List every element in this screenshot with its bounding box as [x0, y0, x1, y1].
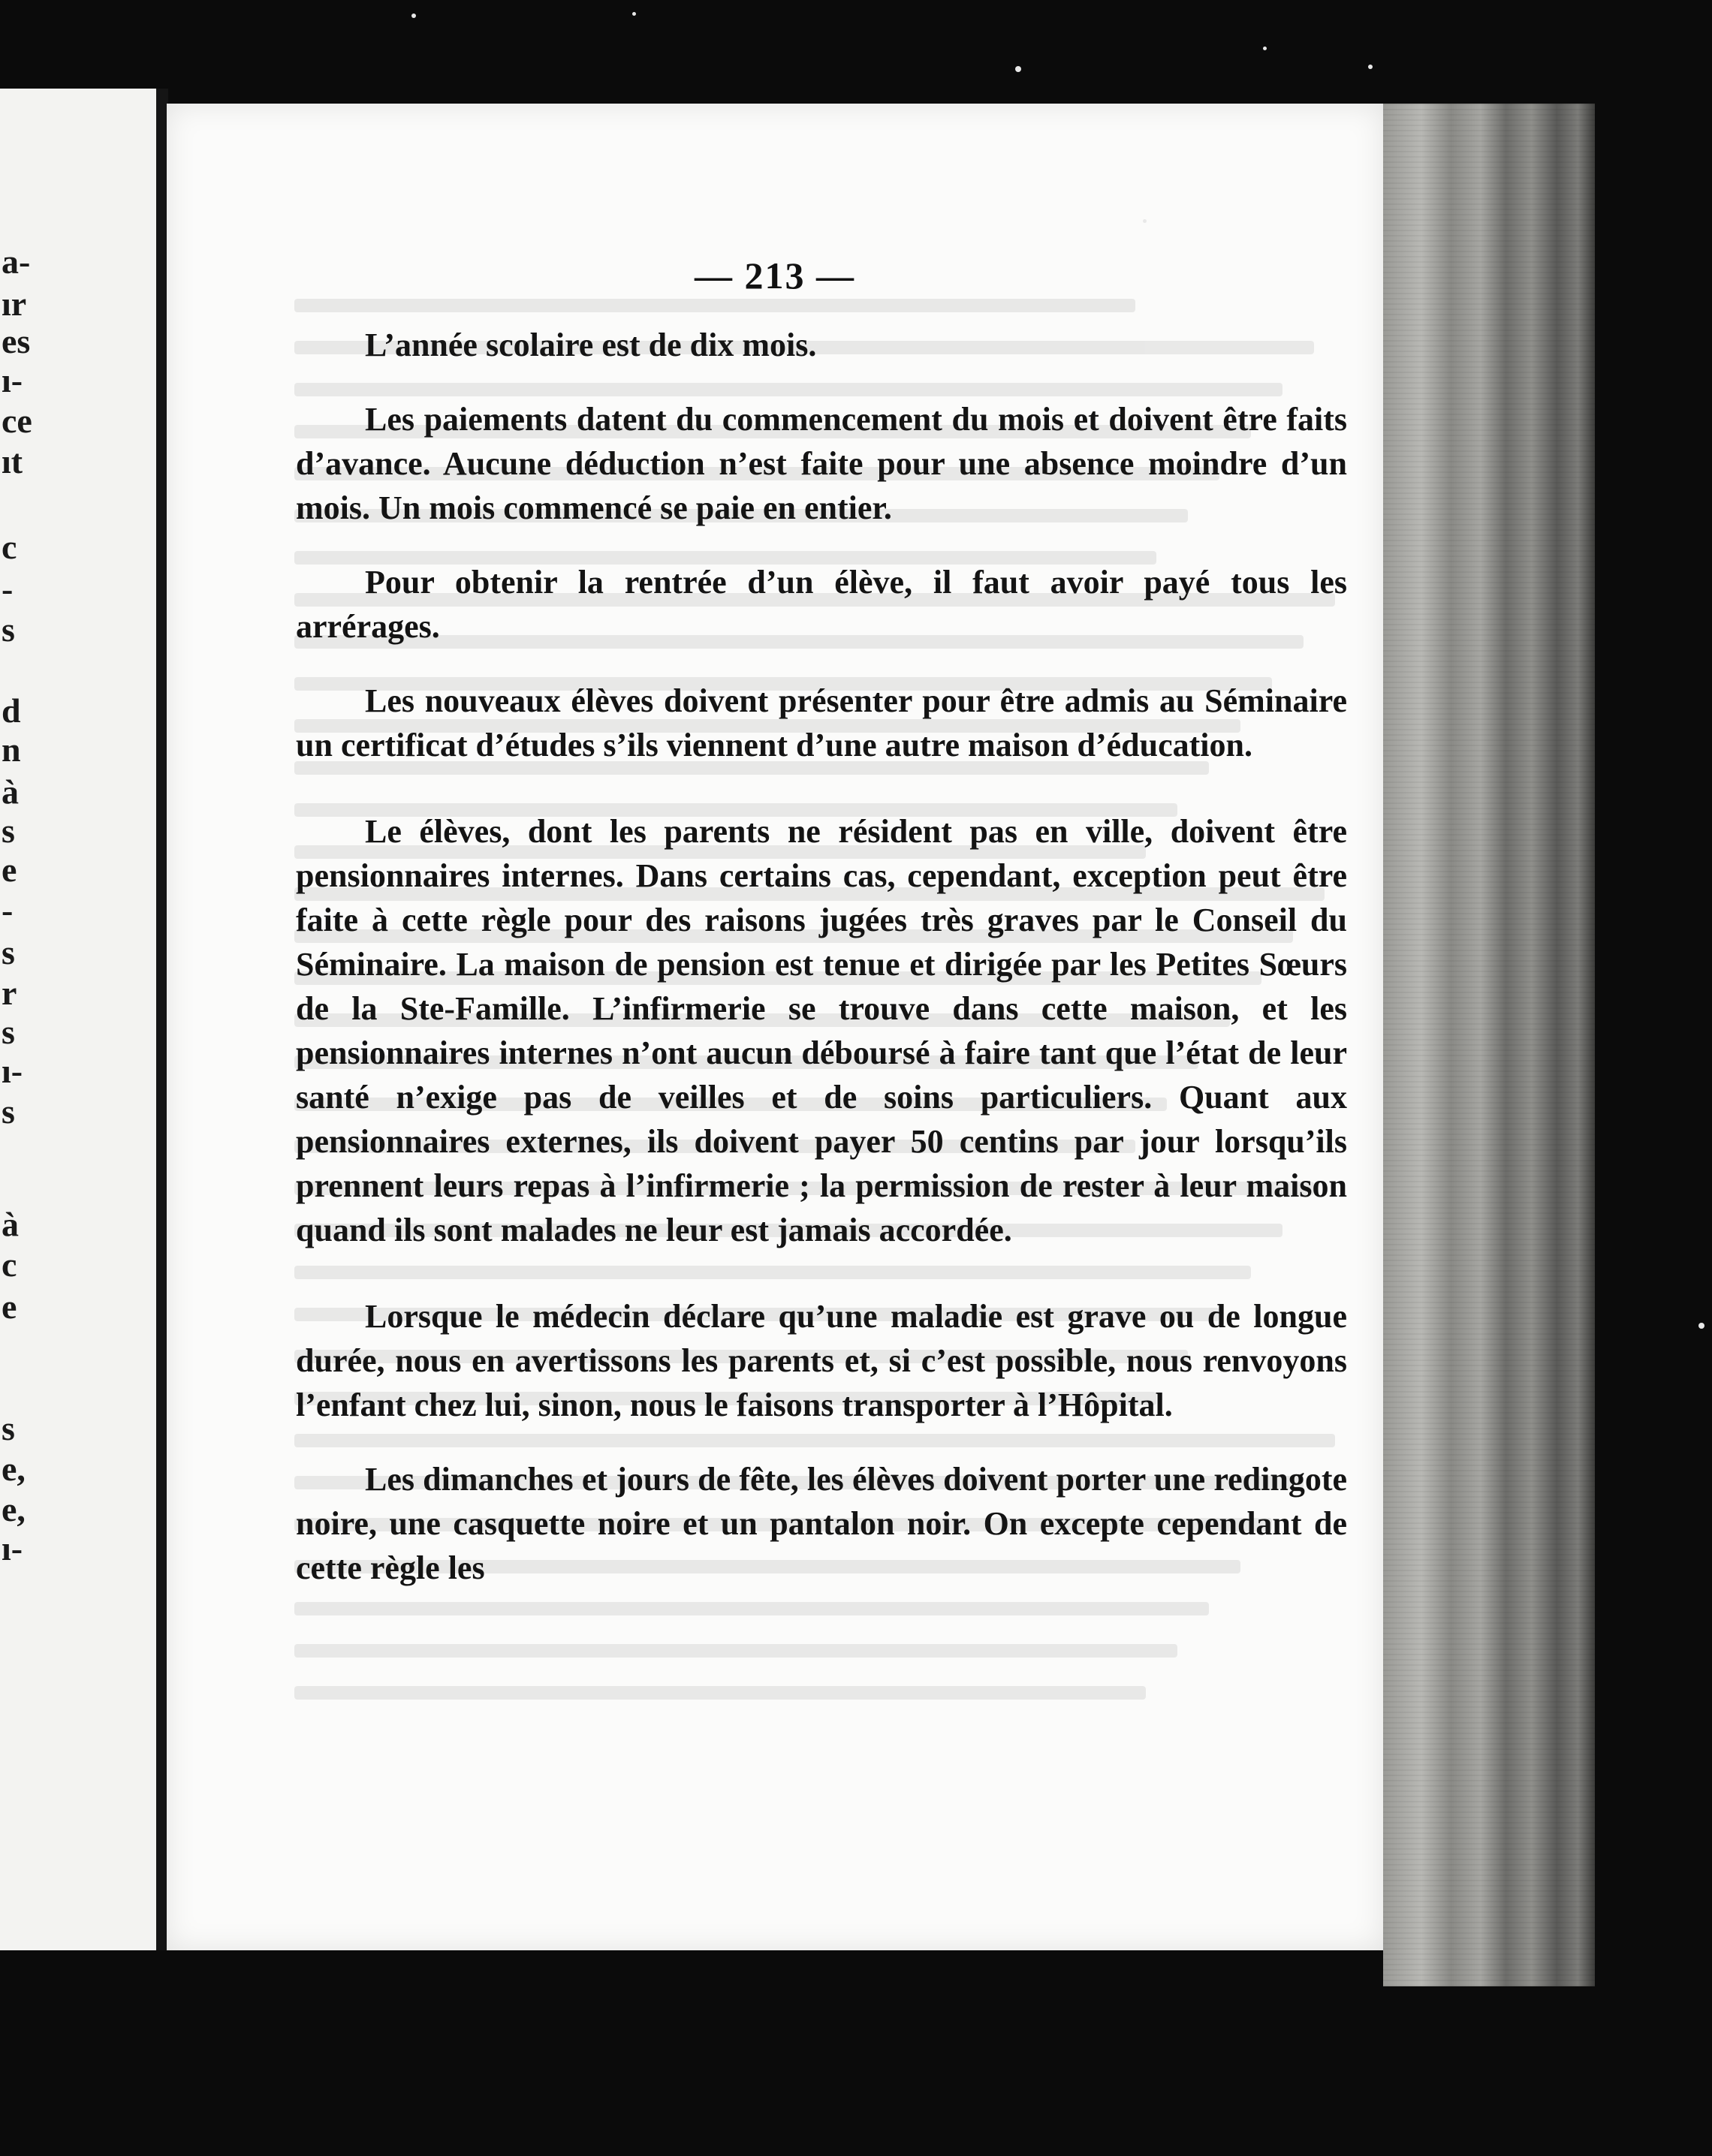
bleed-line — [294, 1644, 1177, 1658]
dust-speck — [1143, 219, 1147, 223]
left-page-fragment: d — [2, 691, 21, 730]
dust-speck — [1263, 47, 1267, 50]
dust-speck — [411, 14, 416, 18]
left-page-fragment: e — [2, 1287, 17, 1326]
book-page — [167, 104, 1383, 1950]
paragraph: Les nouveaux élèves doivent présenter pour être admis au Séminaire un certificat d’études s’ils viennent d’une autre maison d’éducation. — [296, 682, 1347, 763]
dust-speck — [1698, 1323, 1704, 1329]
left-page-fragment: e, — [2, 1490, 26, 1528]
page-number: — 213 — — [695, 254, 855, 297]
left-page-fragment: es — [2, 322, 31, 360]
left-page-fragment: s — [2, 1092, 15, 1131]
bleed-line — [294, 299, 1135, 312]
left-page-fragment: e — [2, 851, 17, 889]
left-page-fragment: ı- — [2, 1529, 23, 1567]
dust-speck — [1015, 66, 1021, 72]
left-page-fragment: à — [2, 772, 19, 811]
left-page-fragment: s — [2, 812, 15, 850]
left-page-fragment: ı- — [2, 361, 23, 399]
left-page-fragment: s — [2, 933, 15, 971]
previous-page-edge — [0, 89, 161, 1950]
left-page-fragment: c — [2, 528, 17, 566]
left-page-fragment: ce — [2, 402, 32, 440]
left-page-fragment: ır — [2, 285, 27, 323]
paragraph: Les dimanches et jours de fête, les élèves doivent porter une redingote noire, une casquette noire et un pantalon noir. On excepte cependant de cette règle les — [296, 1461, 1347, 1586]
left-page-fragment: à — [2, 1205, 19, 1243]
paragraph: Le élèves, dont les parents ne résident pas en ville, doivent être pensionnaires internes. Dans certains cas, cependant, exception peut être faite à cette règle pour des raisons jugées très graves par le Conseil du Séminaire. La maison de pension est tenue et dirigée par les Petites Sœurs de la Ste-Famille. L’infirmerie se trouve dans cette maison, et les pensionnaires internes n’ont aucun déboursé à faire tant que l’état de leur santé n’exige pas de veilles et de soins particuliers. Quant aux pensionnaires externes, ils doivent payer 50 centins par jour lorsqu’ils prennent leurs repas à l’infirmerie ; la permission de rester à leur maison quand ils sont malades ne leur est jamais accordée. — [296, 813, 1347, 1248]
left-page-fragment: s — [2, 1013, 15, 1051]
left-page-fragment: e, — [2, 1450, 26, 1488]
left-page-fragment: a- — [2, 242, 31, 281]
dust-speck — [1368, 65, 1373, 69]
left-page-fragment: s — [2, 1409, 15, 1447]
dust-speck — [632, 12, 636, 16]
left-page-fragment: - — [2, 891, 14, 929]
page-body — [296, 323, 1347, 1632]
left-page-fragment: ıt — [2, 442, 23, 480]
left-page-fragment: r — [2, 974, 17, 1012]
paragraph: Lorsque le médecin déclare qu’une maladie est grave ou de longue durée, nous en avertissons les parents et, si c’est possible, nous renvoyons l’enfant chez lui, sinon, nous le faisons transporter à l’Hôpital. — [296, 1298, 1347, 1423]
page-stack-texture — [1383, 104, 1595, 1986]
paragraph: Pour obtenir la rentrée d’un élève, il faut avoir payé tous les arrérages. — [296, 564, 1347, 645]
bleed-line — [294, 1686, 1146, 1700]
paragraph: Les paiements datent du commencement du mois et doivent être faits d’avance. Aucune déduction n’est faite pour une absence moindre d’un mois. Un mois commencé se paie en entier. — [296, 401, 1347, 526]
left-page-fragment: s — [2, 610, 15, 649]
left-page-fragment: c — [2, 1245, 17, 1284]
left-page-fragment: n — [2, 730, 21, 769]
left-page-fragment: - — [2, 570, 14, 608]
paragraph: L’année scolaire est de dix mois. — [365, 327, 817, 363]
left-page-fragment: ı- — [2, 1052, 23, 1090]
